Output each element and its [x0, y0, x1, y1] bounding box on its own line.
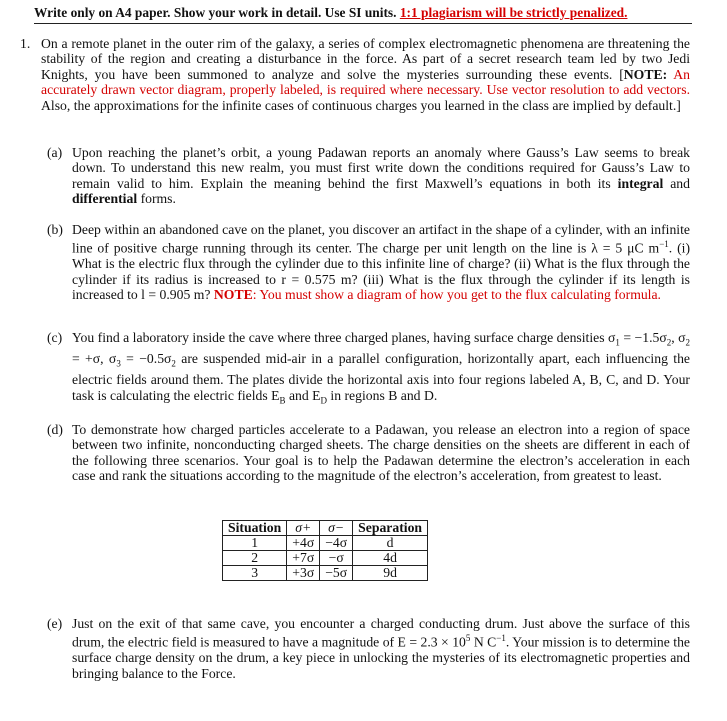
table-cell: −σ — [320, 551, 353, 566]
table-cell: +3σ — [287, 566, 320, 581]
part-c-text-1: You find a laboratory inside the cave where three charged planes, having surface charge densities σ — [72, 330, 616, 345]
table-cell: 4d — [353, 551, 428, 566]
part-c-sub-3: 3 — [116, 358, 121, 369]
situation-table — [222, 520, 428, 581]
question-number: 1. — [20, 36, 31, 51]
part-c-text-3: , σ — [671, 330, 686, 345]
header-sigma-minus: σ− — [320, 521, 353, 536]
table-row — [223, 566, 428, 581]
table-cell: 9d — [353, 566, 428, 581]
header-sigma-plus: σ+ — [287, 521, 320, 536]
header-line — [34, 5, 659, 21]
header-situation: Situation — [223, 521, 287, 536]
table-row — [223, 536, 428, 551]
header-separation: Separation — [353, 521, 428, 536]
part-a-text-1: Upon reaching the planet’s orbit, a young Padawan reports an anomaly where Gauss’s Law seems to break down. To understand this new realm, you must first write down the conditions required for Gauss’s Law to remain valid to him. Explain the meaning behind the first Maxwell’s equations in both its — [72, 145, 690, 191]
part-e-text — [72, 616, 690, 681]
header-instructions: Write only on A4 paper. Show your work in detail. Use SI units. — [34, 5, 397, 20]
part-c-sub-2a: 2 — [666, 337, 672, 348]
part-c-text — [72, 330, 690, 409]
part-d-label: (d) — [47, 422, 63, 437]
part-c-text-6: are suspended mid-air in a parallel configuration, horizontally apart, each influencing the electric fields around them. The plates divide the horizontal axis into four regions labeled A, B, C, and D. Your task is calculating the electric fields E — [72, 351, 690, 403]
part-a-label: (a) — [47, 145, 63, 160]
table-cell: d — [353, 536, 428, 551]
note-label: NOTE — [623, 66, 663, 82]
part-e-text-1: Just on the exit of that same cave, you encounter a charged conducting drum. Just above the surface of this drum, the electric field is measured to have a magnitude of E = 2.3 × 10 — [72, 616, 690, 650]
part-b-text-1: Deep within an abandoned cave on the planet, you discover an artifact in the shape of a cylinder, with an infinite line of positive charge running through its center. The charge per unit length on the line is λ = 5 μC m — [72, 222, 690, 256]
part-a-text-2: forms. — [137, 191, 176, 207]
part-e-exponent-1: 5 — [465, 633, 471, 644]
part-b-label: (b) — [47, 222, 63, 237]
plagiarism-warning: 1:1 plagiarism will be strictly penalized. — [399, 5, 628, 20]
part-d-text: To demonstrate how charged particles accelerate to a Padawan, you release an electron into a region of space between two infinite, nonconducting charged sheets. The charge densities on the sheets are different in each of the following three scenarios. Your goal is to help the Padawan determine the electron’s acceleration in each case and rank the situations according to the magnitude of the electron’s acceleration, from greatest to least. — [72, 422, 690, 484]
table-cell: 3 — [223, 566, 287, 581]
question-intro — [41, 36, 690, 113]
part-c-label: (c) — [47, 330, 63, 345]
part-a-integral: integral — [617, 175, 664, 191]
note-text: An accurately drawn vector diagram, properly labeled, is required where necessary. Use vector resolution to add vectors. — [41, 66, 690, 98]
part-b-exponent: −1 — [659, 239, 669, 250]
part-b-note-text: : You must show a diagram of how you get to the flux calculating formula. — [252, 287, 661, 303]
part-e-text-2: N C — [470, 634, 497, 650]
table-cell: +4σ — [287, 536, 320, 551]
intro-text-a: On a remote planet in the outer rim of the galaxy, a series of complex electromagnetic phenomena are threatening the stability of the region and creating a disturbance in the force. As part of a secret research team led by two Jedi Knights, you have been summoned to analyze and solve the mysteries surrounding these events. [ — [41, 36, 690, 82]
part-c-sub-b: B — [279, 395, 286, 406]
table-cell: 1 — [223, 536, 287, 551]
table-cell: +7σ — [287, 551, 320, 566]
part-c-sub-2b: 2 — [685, 337, 690, 348]
note-colon: : — [662, 66, 668, 82]
table-cell: 2 — [223, 551, 287, 566]
part-c-sub-d: D — [320, 395, 327, 406]
table-row — [223, 551, 428, 566]
part-c-text-7: and E — [285, 387, 321, 403]
part-a-differential: differential — [72, 191, 138, 207]
table-header-row — [223, 521, 428, 536]
part-c-text-5: = −0.5σ — [120, 351, 172, 367]
part-b-text-2: . (i) What is the electric flux through the cylinder due to this infinite line of charge? (ii) What is the flux through the cylinder if its radius is increased to r = 0.575 m? (iii) What is the flux through the cylinder if its length is increased to l = 0.905 m? — [72, 240, 691, 303]
intro-text-b: Also, the approximations for the infinite cases of continuous charges you learned in the class are implied by default.] — [41, 97, 681, 113]
part-b-note-label: NOTE — [213, 287, 253, 303]
part-c-text-4: = +σ, σ — [72, 351, 117, 367]
part-c-text-8: in regions B and D. — [327, 387, 438, 403]
part-c-text-2: = −1.5σ — [619, 330, 667, 345]
part-e-label: (e) — [47, 616, 63, 631]
part-c-sub-2c: 2 — [171, 358, 176, 369]
part-e-text-3: . Your mission is to determine the surface charge density on the drum, a key piece in unlocking the mysteries of its electromagnetic properties and bringing balance to the Force. — [72, 634, 690, 681]
part-e-exponent-2: −1 — [496, 633, 506, 644]
table-cell: −5σ — [320, 566, 353, 581]
part-a-and: and — [663, 175, 690, 191]
header-rule — [34, 23, 692, 24]
part-c-sub-1: 1 — [615, 337, 620, 348]
part-a-text — [72, 145, 690, 207]
part-b-text — [72, 222, 690, 303]
table-cell: −4σ — [320, 536, 353, 551]
